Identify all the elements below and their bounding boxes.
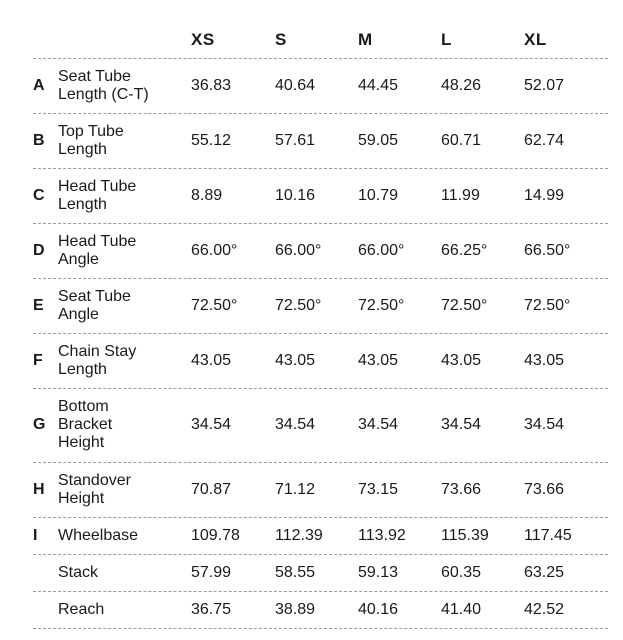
row-label	[58, 343, 183, 379]
row-label-line: Standover	[58, 471, 131, 489]
cell-xs: 43.05	[191, 351, 232, 369]
row-label	[58, 233, 183, 269]
cell-xl: 73.66	[524, 480, 565, 498]
row-label-line: Reach	[58, 600, 105, 618]
row-divider	[33, 58, 608, 59]
cell-s: 72.50°	[275, 296, 322, 314]
cell-l: 66.25°	[441, 241, 488, 259]
cell-xs: 72.50°	[191, 296, 238, 314]
row-letter: I	[33, 526, 38, 544]
row-label	[58, 564, 183, 582]
cell-xl: 117.45	[524, 526, 572, 544]
table-header-row	[0, 0, 623, 58]
column-header-l: L	[441, 30, 452, 49]
cell-xs: 66.00°	[191, 241, 238, 259]
row-letter: F	[33, 351, 43, 369]
cell-l: 48.26	[441, 76, 482, 94]
cell-m: 44.45	[358, 76, 399, 94]
row-label-line: Head Tube	[58, 177, 137, 195]
row-label-line: Head Tube	[58, 232, 137, 250]
cell-xs: 55.12	[191, 131, 232, 149]
cell-l: 41.40	[441, 600, 482, 618]
cell-l: 60.71	[441, 131, 482, 149]
cell-m: 72.50°	[358, 296, 405, 314]
row-label-line: Chain Stay	[58, 342, 137, 360]
cell-l: 11.99	[441, 186, 480, 204]
cell-m: 40.16	[358, 600, 399, 618]
row-letter: B	[33, 131, 45, 149]
column-header-xl: XL	[524, 30, 547, 49]
row-label	[58, 527, 183, 545]
cell-xl: 42.52	[524, 600, 565, 618]
cell-m: 73.15	[358, 480, 399, 498]
cell-l: 72.50°	[441, 296, 488, 314]
cell-xl: 72.50°	[524, 296, 571, 314]
row-divider	[33, 462, 608, 463]
row-label-line: Length	[58, 360, 107, 378]
cell-xs: 36.83	[191, 76, 232, 94]
row-label-line: Length (C-T)	[58, 85, 149, 103]
cell-m: 59.13	[358, 563, 399, 581]
row-divider	[33, 278, 608, 279]
cell-s: 34.54	[275, 416, 316, 433]
cell-xl: 14.99	[524, 186, 565, 204]
row-label-line: Length	[58, 195, 107, 213]
cell-s: 40.64	[275, 76, 316, 94]
row-divider	[33, 554, 608, 555]
cell-xs: 109.78	[191, 526, 240, 544]
cell-xl: 62.74	[524, 131, 565, 149]
row-label-line: Wheelbase	[58, 526, 139, 544]
row-letter: D	[33, 241, 45, 259]
cell-m: 43.05	[358, 351, 399, 369]
column-header-xs: XS	[191, 30, 215, 49]
cell-s: 112.39	[275, 526, 323, 544]
row-divider	[33, 591, 608, 592]
row-label-line: Bracket	[58, 416, 113, 433]
cell-s: 66.00°	[275, 241, 322, 259]
row-label-line: Angle	[58, 250, 99, 268]
row-label	[58, 601, 183, 619]
cell-l: 34.54	[441, 416, 482, 433]
row-divider	[33, 388, 608, 389]
cell-s: 10.16	[275, 186, 316, 204]
row-label	[58, 398, 183, 452]
cell-l: 73.66	[441, 480, 482, 498]
row-label-line: Height	[58, 434, 105, 451]
cell-l: 43.05	[441, 351, 482, 369]
cell-xs: 36.75	[191, 600, 232, 618]
cell-l: 115.39	[441, 526, 489, 544]
row-divider	[33, 517, 608, 518]
row-letter: E	[33, 296, 44, 314]
cell-m: 59.05	[358, 131, 399, 149]
cell-xs: 8.89	[191, 186, 223, 204]
column-header-s: S	[275, 30, 287, 49]
cell-s: 43.05	[275, 351, 316, 369]
cell-s: 57.61	[275, 131, 316, 149]
row-divider	[33, 168, 608, 169]
cell-xl: 43.05	[524, 351, 565, 369]
row-label-line: Height	[58, 489, 105, 507]
cell-l: 60.35	[441, 563, 482, 581]
row-label	[58, 178, 183, 214]
cell-s: 58.55	[275, 563, 316, 581]
row-label-line: Angle	[58, 305, 99, 323]
row-divider	[33, 333, 608, 334]
row-divider	[33, 113, 608, 114]
cell-xl: 66.50°	[524, 241, 571, 259]
row-label-line: Top Tube	[58, 122, 124, 140]
row-letter: G	[33, 416, 46, 433]
cell-xs: 57.99	[191, 563, 232, 581]
row-label	[58, 123, 183, 159]
cell-m: 10.79	[358, 186, 399, 204]
row-letter: A	[33, 76, 45, 94]
row-label	[58, 288, 183, 324]
row-label-line: Seat Tube	[58, 287, 131, 305]
cell-s: 38.89	[275, 600, 316, 618]
row-label-line: Stack	[58, 563, 99, 581]
cell-xl: 63.25	[524, 563, 565, 581]
cell-m: 34.54	[358, 416, 399, 433]
row-label	[58, 68, 183, 104]
column-header-m: M	[358, 30, 373, 49]
row-letter: C	[33, 186, 45, 204]
cell-m: 113.92	[358, 526, 406, 544]
cell-xs: 70.87	[191, 480, 232, 498]
cell-xl: 34.54	[524, 416, 565, 433]
cell-m: 66.00°	[358, 241, 405, 259]
row-label-line: Seat Tube	[58, 67, 131, 85]
row-letter: H	[33, 480, 45, 498]
row-label-line: Length	[58, 140, 107, 158]
row-label	[58, 472, 183, 508]
cell-xs: 34.54	[191, 416, 232, 433]
cell-s: 71.12	[275, 480, 316, 498]
row-divider	[33, 628, 608, 629]
cell-xl: 52.07	[524, 76, 565, 94]
row-divider	[33, 223, 608, 224]
row-label-line: Bottom	[58, 398, 109, 415]
